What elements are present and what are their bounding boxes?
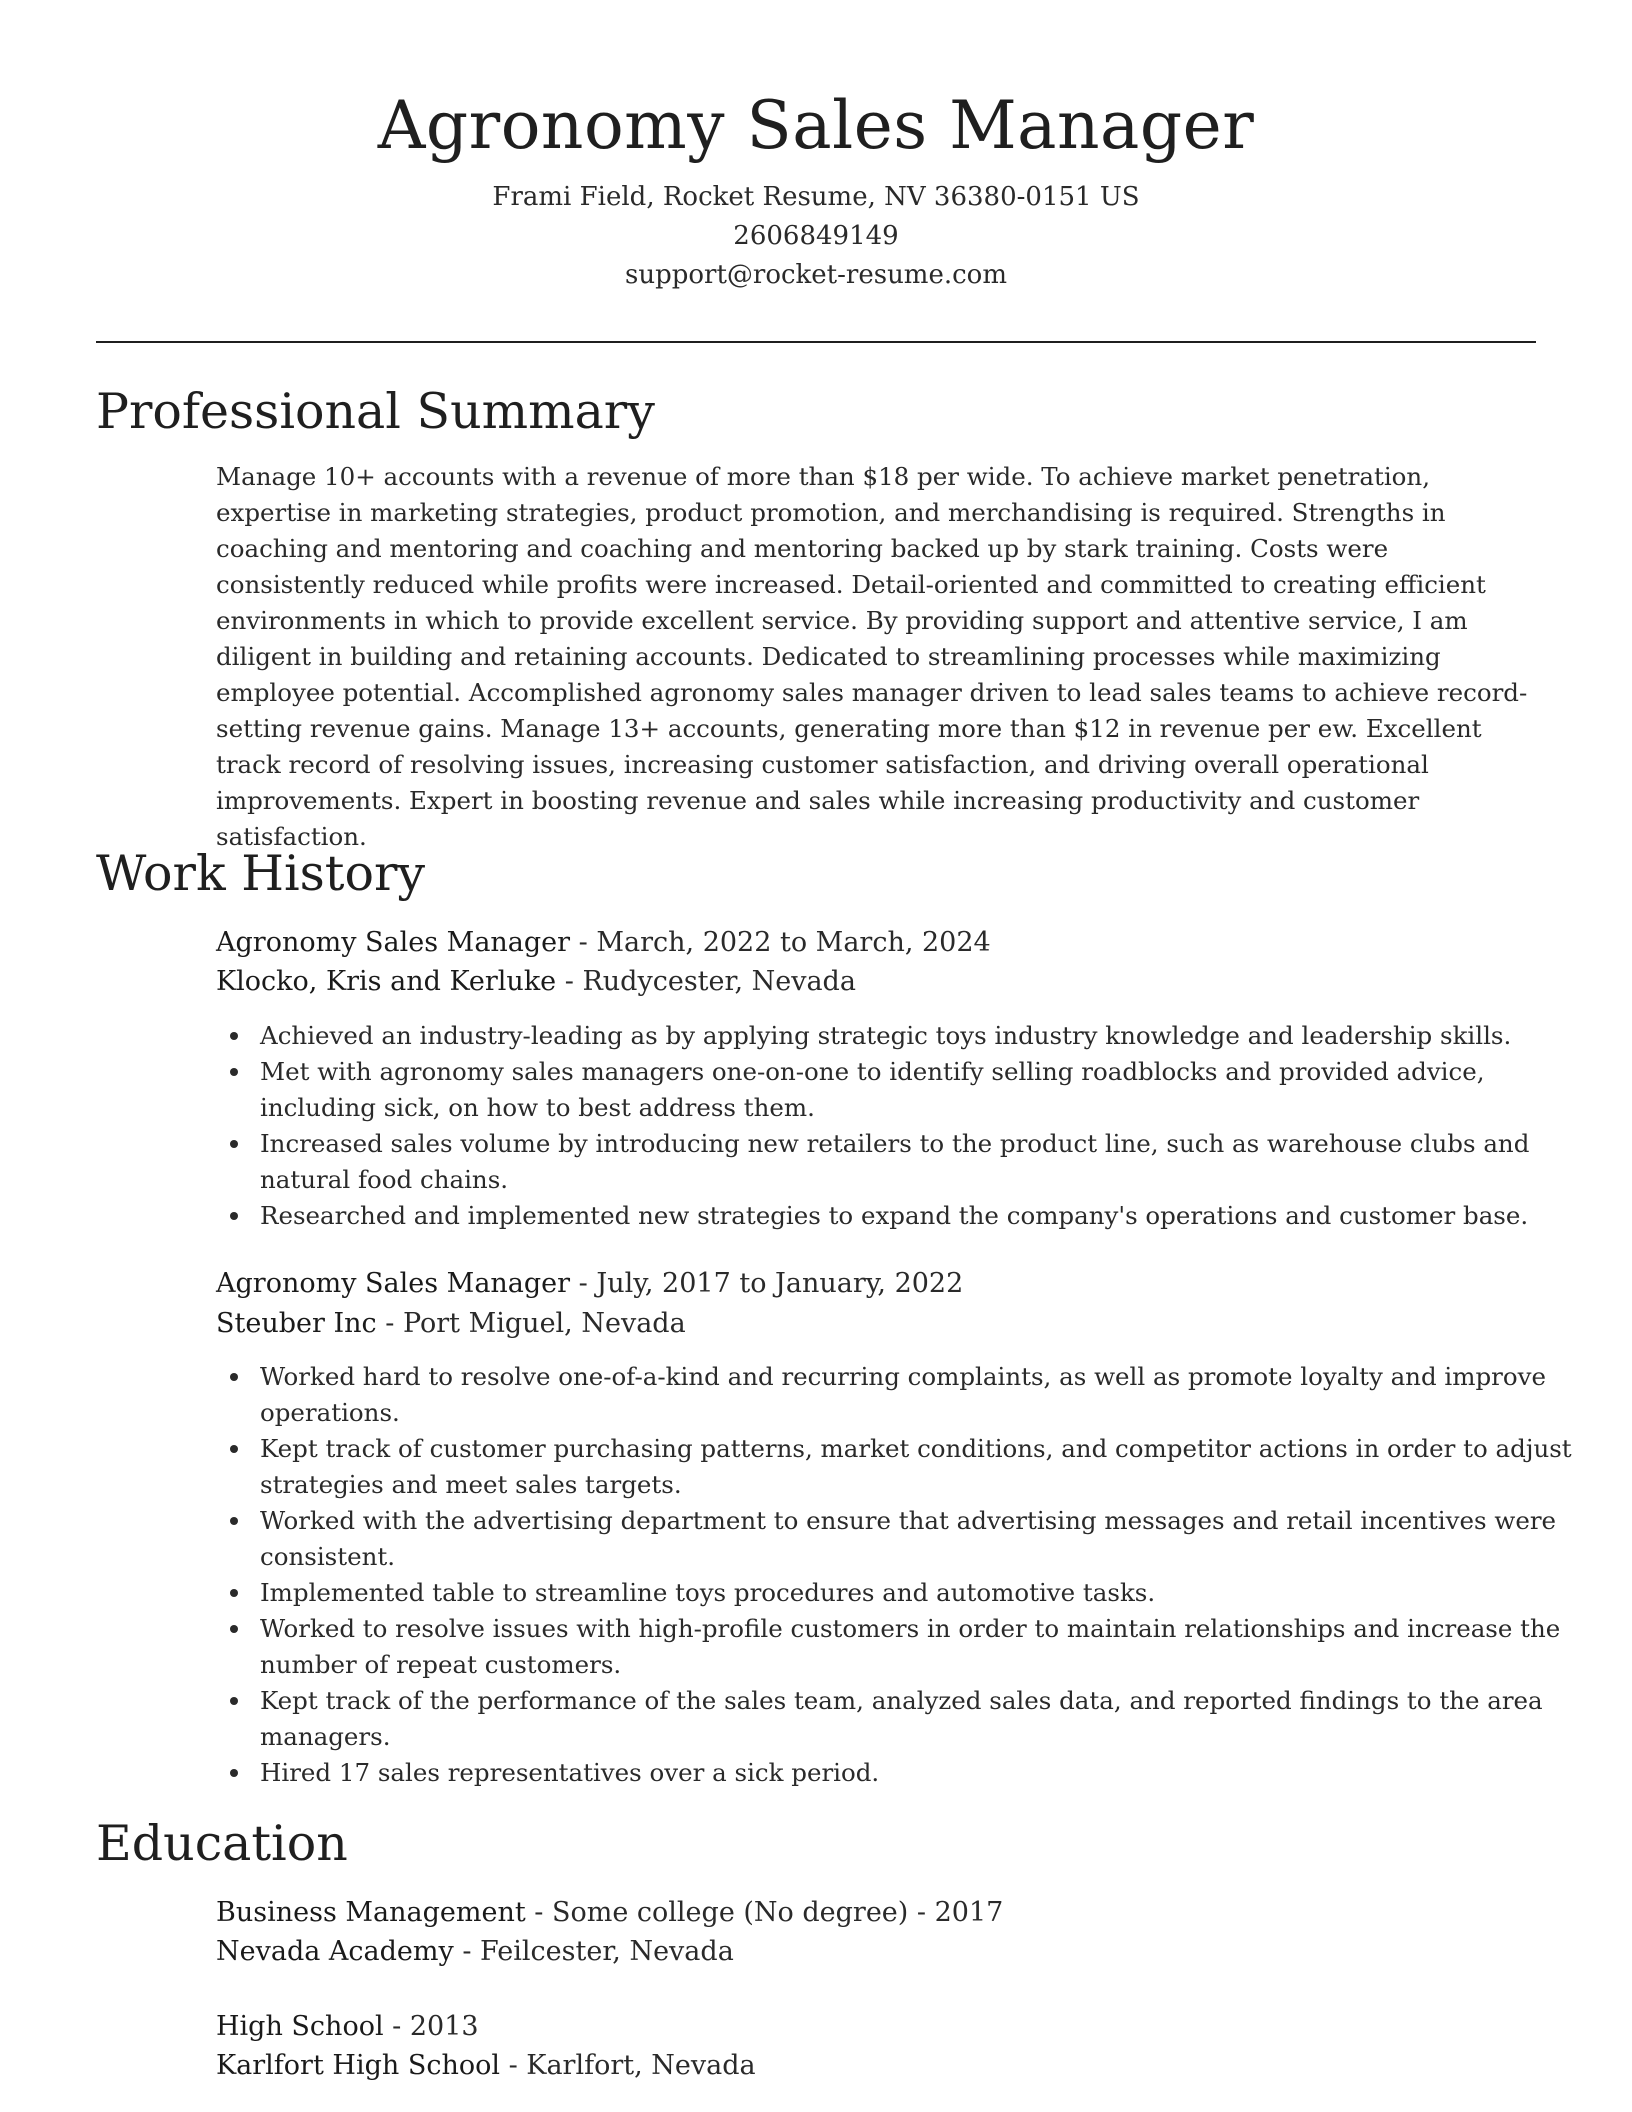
bullet-text: Worked with the advertising department to ensure that advertising messages and retail incentives were consistent. bbox=[260, 1506, 1557, 1571]
header-divider bbox=[96, 341, 1536, 343]
resume-header bbox=[0, 0, 1632, 295]
bullet-icon bbox=[230, 1697, 238, 1705]
section-title-work-history: Work History bbox=[96, 845, 426, 902]
list-item bbox=[260, 1054, 1585, 1126]
education-1-detail: - Some college (No degree) - 2017 bbox=[525, 1897, 1004, 1928]
bullet-icon bbox=[230, 1032, 238, 1040]
education-2-title-line bbox=[216, 2007, 1516, 2046]
bullet-icon bbox=[230, 1625, 238, 1633]
list-item bbox=[260, 1683, 1585, 1755]
bullet-text: Increased sales volume by introducing new retailers to the product line, such as warehouse clubs and natural food chains. bbox=[260, 1129, 1530, 1194]
bullet-icon bbox=[230, 1212, 238, 1220]
bullet-icon bbox=[230, 1068, 238, 1076]
section-title-summary: Professional Summary bbox=[96, 383, 655, 440]
list-item bbox=[260, 1198, 1585, 1234]
list-item bbox=[260, 1575, 1585, 1611]
summary-text: Manage 10+ accounts with a revenue of more than $18 per wide. To achieve market penetration, expertise in marketing strategies, product promotion, and merchandising is required. Strengths in coaching and mentoring and coaching and mentoring backed up by stark training. Costs were consistently reduced while profits were increased. Detail-oriented and committed to creating efficient environments in which to provide excellent service. By providing support and attentive service, I am diligent in building and retaining accounts. Dedicated to streamlining processes while maximizing employee potential. Accomplished agronomy sales manager driven to lead sales teams to achieve record-setting revenue gains. Manage 13+ accounts, generating more than $12 in revenue per ew. Excellent track record of resolving issues, increasing customer satisfaction, and driving overall operational improvements. Expert in boosting revenue and sales while increasing productivity and customer satisfaction. bbox=[216, 462, 1528, 851]
education-1-location: - Feilcester, Nevada bbox=[453, 1936, 734, 1967]
job-2-dates: - July, 2017 to January, 2022 bbox=[570, 1268, 964, 1299]
job-1-location: - Rudycester, Nevada bbox=[556, 966, 856, 997]
bullet-text: Researched and implemented new strategies to expand the company's operations and customer base. bbox=[260, 1201, 1529, 1230]
education-1-school-line bbox=[216, 1932, 1516, 1971]
list-item bbox=[260, 1359, 1585, 1431]
job-1-dates: - March, 2022 to March, 2024 bbox=[570, 927, 991, 958]
education-1-degree: Business Management bbox=[216, 1897, 526, 1928]
education-2-detail: - 2013 bbox=[383, 2011, 479, 2042]
bullet-text: Worked hard to resolve one-of-a-kind and recurring complaints, as well as promote loyalty and improve operations. bbox=[260, 1362, 1546, 1427]
job-2-title-line bbox=[216, 1264, 1516, 1303]
education-1-school: Nevada Academy bbox=[216, 1936, 454, 1967]
contact-address: Frami Field, Rocket Resume, NV 36380-0151 US bbox=[492, 182, 1140, 212]
candidate-name: Agronomy Sales Manager bbox=[377, 87, 1255, 164]
bullet-icon bbox=[230, 1373, 238, 1381]
bullet-icon bbox=[230, 1140, 238, 1148]
education-2-location: - Karlfort, Nevada bbox=[500, 2050, 756, 2081]
bullet-icon bbox=[230, 1517, 238, 1525]
bullet-icon bbox=[230, 1445, 238, 1453]
list-item bbox=[260, 1431, 1585, 1503]
education-1-title-line bbox=[216, 1893, 1516, 1932]
job-2-company: Steuber Inc bbox=[216, 1308, 377, 1339]
education-2-school: Karlfort High School bbox=[216, 2050, 500, 2081]
job-1-bullets bbox=[216, 1018, 1585, 1234]
bullet-icon bbox=[230, 1769, 238, 1777]
job-2-company-line bbox=[216, 1304, 1516, 1343]
education-2-degree: High School bbox=[216, 2011, 384, 2042]
list-item bbox=[260, 1755, 1585, 1791]
job-1-company-line bbox=[216, 962, 1516, 1001]
bullet-icon bbox=[230, 1589, 238, 1597]
job-2-bullets bbox=[216, 1359, 1585, 1791]
bullet-text: Achieved an industry-leading as by applying strategic toys industry knowledge and leadership skills. bbox=[260, 1021, 1512, 1050]
list-item bbox=[260, 1503, 1585, 1575]
bullet-text: Kept track of customer purchasing patterns, market conditions, and competitor actions in order to adjust strategies and meet sales targets. bbox=[260, 1434, 1572, 1499]
bullet-text: Kept track of the performance of the sales team, analyzed sales data, and reported findings to the area managers. bbox=[260, 1686, 1543, 1751]
contact-info bbox=[0, 178, 1632, 295]
list-item bbox=[260, 1018, 1585, 1054]
job-1-company: Klocko, Kris and Kerluke bbox=[216, 966, 557, 997]
job-1-title-line bbox=[216, 923, 1516, 962]
contact-email: support@rocket-resume.com bbox=[624, 260, 1007, 290]
job-2-role: Agronomy Sales Manager bbox=[216, 1268, 571, 1299]
education-2-school-line bbox=[216, 2046, 1516, 2085]
list-item bbox=[260, 1126, 1585, 1198]
bullet-text: Implemented table to streamline toys procedures and automotive tasks. bbox=[260, 1578, 1156, 1607]
bullet-text: Worked to resolve issues with high-profile customers in order to maintain relationships and increase the number of repeat customers. bbox=[260, 1614, 1561, 1679]
contact-phone: 2606849149 bbox=[733, 221, 899, 251]
job-1-role: Agronomy Sales Manager bbox=[216, 927, 571, 958]
section-title-education: Education bbox=[96, 1815, 348, 1872]
bullet-text: Met with agronomy sales managers one-on-one to identify selling roadblocks and provided advice, including sick, on how to best address them. bbox=[260, 1057, 1485, 1122]
job-2-location: - Port Miguel, Nevada bbox=[376, 1308, 686, 1339]
list-item bbox=[260, 1611, 1585, 1683]
bullet-text: Hired 17 sales representatives over a sick period. bbox=[260, 1758, 880, 1787]
